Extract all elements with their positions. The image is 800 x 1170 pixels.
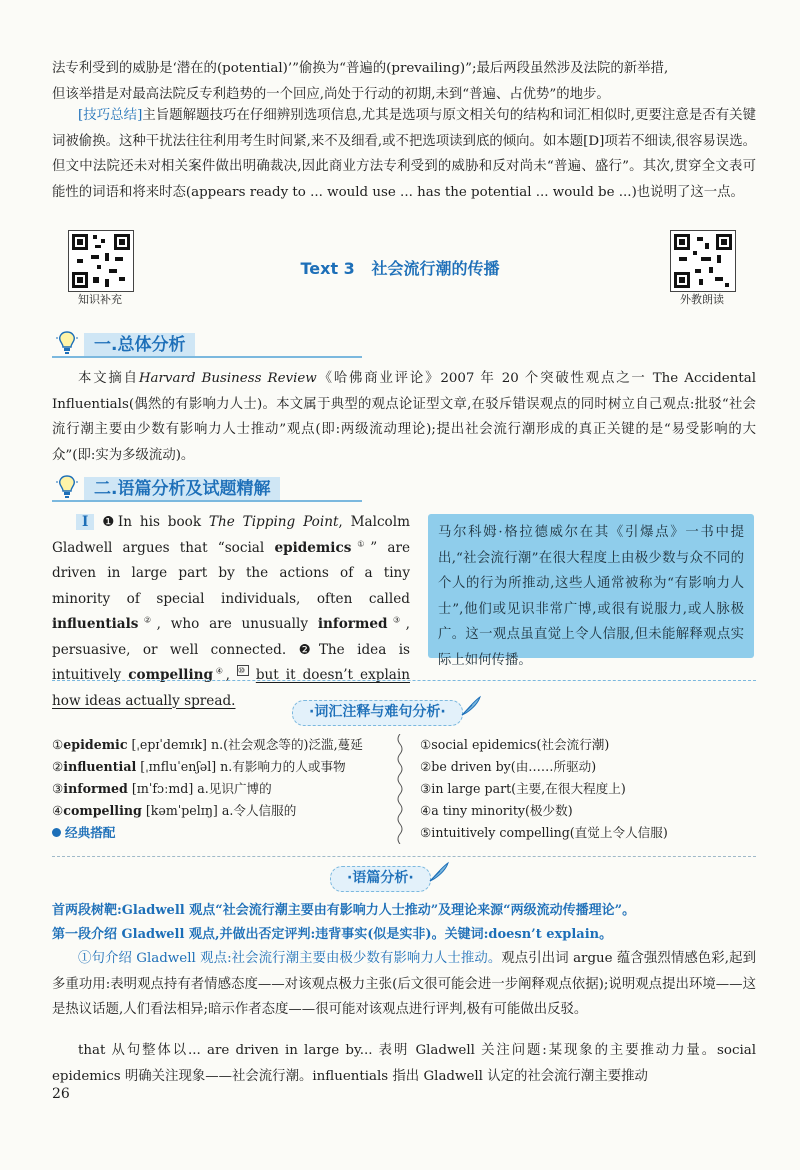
sentence-1-number: ❶ (102, 514, 118, 530)
note-marker: ③ (387, 615, 406, 625)
page-number: 26 (52, 1086, 70, 1102)
vocab-word: compelling (63, 803, 142, 818)
qr-right-label: 外教朗读 (680, 293, 724, 306)
continuation-line-1: 法专利受到的威胁是‘潜在的(potential)’”偷换为“普遍的(prevailing)”;最后两段虽然涉及法院的新举措, (52, 61, 669, 76)
collocation-item: ⑤intuitively compelling(直觉上令人信服) (420, 825, 668, 840)
overview-text-a: 本文摘自 (78, 371, 139, 386)
vocab-ipa: [ˌɪnfluˈenʃəl] (140, 759, 217, 774)
collocation-label: 经典搭配 (65, 825, 116, 840)
overview-paragraph (52, 366, 756, 468)
vocab-num: ② (52, 759, 64, 774)
collocation-item: ③in large part(主要,在很大程度上) (420, 781, 626, 796)
passage-text: , who are unusually (156, 616, 318, 632)
section-header-discourse (52, 474, 362, 502)
passage-text: ” are driven in large part by the actions of a tiny minority of special individuals, often called (52, 539, 411, 607)
tip-summary (52, 103, 756, 205)
note-marker: ① (351, 538, 371, 548)
discourse-pill-label: ·语篇分析· (347, 870, 414, 886)
vocab-pill-label: ·词汇注释与难句分析· (309, 704, 446, 720)
tip-text: 主旨题解题技巧在仔细辨别选项信息,尤其是选项与原文相关句的结构和词汇相似时,更要注意是否有关键词被偷换。这种干扰法往往利用考生时间紧,来不及细看,或不把选项读到底的倾向。如本题[D]项若不细读,很容易误选。但文中法院还未对相关案件做出明确裁决,因此商业方法专利受到的威胁和反对尚未“普遍、盛行”。其次,贯穿全文表可能性的词语和将来时态(appears ready to ... would use ... has the potential ... would be ...)也说明了这一点。 (52, 108, 756, 200)
passage-divider (52, 680, 756, 681)
section-title: 二.语篇分析及试题精解 (84, 477, 280, 501)
keyword-informed: informed (317, 616, 388, 632)
text-title: Text 3 社会流行潮的传播 (300, 259, 500, 278)
collocation-item: ①social epidemics(社会流行潮) (420, 737, 610, 752)
analysis-lead: ①句介绍 Gladwell 观点:社会流行潮主要由极少数有影响力人士推动。 (78, 951, 502, 966)
passage-text: The idea is intuitively (52, 641, 411, 683)
collocation-item: ④a tiny minority(极少数) (420, 803, 573, 818)
qr-pattern-icon (671, 231, 735, 291)
discourse-section-pill (330, 866, 431, 892)
analysis-text: 观点引出词 argue 蕴含强烈情感色彩,起到多重功用:表明观点持有者情感态度——对该观点极力主张(后文很可能会进一步阐释观点依据);说明观点提出环境——这是热议话题,人们看法相异;暗示作者态度——很可能对该观点进行评判,极有可能做出反驳。 (52, 951, 756, 1017)
passage-text: In his book (117, 514, 209, 530)
vocab-list (52, 734, 392, 844)
vocab-ipa: [ˌepɪˈdemɪk] (131, 737, 207, 752)
collocation-list (420, 734, 756, 844)
note-marker: ④ (213, 666, 226, 676)
vocab-word: influential (63, 759, 137, 774)
column-divider-wave (395, 734, 405, 844)
passage-text: , (225, 667, 237, 683)
vocab-word: informed (63, 781, 128, 796)
analysis-paragraph-1 (52, 946, 756, 1023)
vocab-def: n.(社会观念等的)泛滥,蔓延 (210, 737, 363, 752)
boxed-note-marker: ⑩ (237, 666, 248, 676)
vocab-num: ④ (52, 803, 64, 818)
english-passage (52, 510, 410, 714)
paragraph-number: I (76, 514, 94, 530)
vocab-item (52, 756, 392, 778)
vocab-ipa: [ɪnˈfɔːmd] (131, 781, 194, 796)
book-title: The Tipping Point (208, 514, 339, 530)
qr-left-label: 知识补充 (78, 293, 122, 306)
sentence-2-number: ❷ (298, 641, 319, 658)
vocab-num: ① (52, 737, 64, 752)
underlined-sentence: but it doesn’t explain how ideas actually spread. (52, 667, 410, 709)
section-header-overall (52, 330, 362, 358)
tip-label: [技巧总结] (78, 108, 143, 123)
overview-source: Harvard Business Review (138, 371, 317, 386)
section-rule (52, 356, 362, 358)
keyword-influentials: influentials (52, 616, 139, 632)
bullet-dot-icon (52, 828, 61, 837)
collocation-item: ②be driven by(由……所驱动) (420, 759, 597, 774)
qr-code-left[interactable] (68, 230, 134, 292)
lightbulb-icon (56, 330, 78, 356)
qr-pattern-icon (69, 231, 133, 291)
qr-code-right[interactable] (670, 230, 736, 292)
vocab-item (52, 778, 392, 800)
vocab-word: epidemic (63, 737, 128, 752)
passage-text: , persuasive, or well connected. (52, 616, 410, 658)
vocab-item (52, 800, 392, 822)
analysis-heading-2: 第一段介绍 Gladwell 观点,并做出否定评判:违背事实(似是实非)。关键词:doesn’t explain。 (52, 927, 613, 942)
section-rule (52, 500, 362, 502)
section-title: 一.总体分析 (84, 333, 195, 357)
vocab-num: ③ (52, 781, 64, 796)
translation-box: 马尔科姆·格拉德威尔在其《引爆点》一书中提出,“社会流行潮”在很大程度上由极少数与众不同的个人的行为所推动,这些人通常被称为“有影响力人士”,他们或见识非常广博,或很有说服力,或人脉极广。这一观点虽直觉上令人信服,但未能解释观点实际上如何传播。 (428, 514, 754, 658)
vocab-item (52, 734, 392, 756)
vocab-def: a.见识广博的 (197, 781, 272, 796)
keyword-compelling: compelling (128, 667, 214, 683)
lightbulb-icon (56, 474, 78, 500)
vocab-section-pill (292, 700, 463, 726)
passage-text: , Malcolm Gladwell argues that “social (52, 514, 410, 556)
overview-text-b: 《哈佛商业评论》2007 年 20 个突破性观点之一 The Accidental Influentials(偶然的有影响力人士)。本文属于典型的观点论证型文章,在驳斥错误观点的同时树立自己观点:批驳“社会流行潮主要由少数有影响力人士推动”观点(即:两级流动理论);提出社会流行潮形成的真正关键的是“易受影响的大众”(即:实为多级流动)。 (52, 371, 757, 463)
analysis-heading-1: 首两段树靶:Gladwell 观点“社会流行潮主要由有影响力人士推动”及理论来源“两级流动传播理论”。 (52, 903, 636, 918)
vocab-def: a.令人信服的 (221, 803, 297, 818)
quill-icon (460, 695, 482, 717)
keyword-epidemics: epidemics (274, 539, 352, 556)
vocab-divider (52, 856, 756, 857)
note-marker: ② (138, 615, 157, 625)
vocab-def: n.有影响力的人或事物 (220, 759, 346, 774)
collocation-label-row (52, 822, 392, 844)
vocab-ipa: [kəmˈpelɪŋ] (145, 803, 218, 818)
continuation-line-2: 但该举措是对最高法院反专利趋势的一个回应,尚处于行动的初期,未到“普遍、占优势”的地步。 (52, 87, 610, 102)
analysis-paragraph-2: that 从句整体以... are driven in large by... 表明 Gladwell 关注问题:某现象的主要推动力量。social epidemics 明确关注现象——社会流行潮。influentials 指出 Gladwell 认定的社会流行潮主要推动 (52, 1043, 756, 1084)
quill-icon (428, 861, 450, 883)
